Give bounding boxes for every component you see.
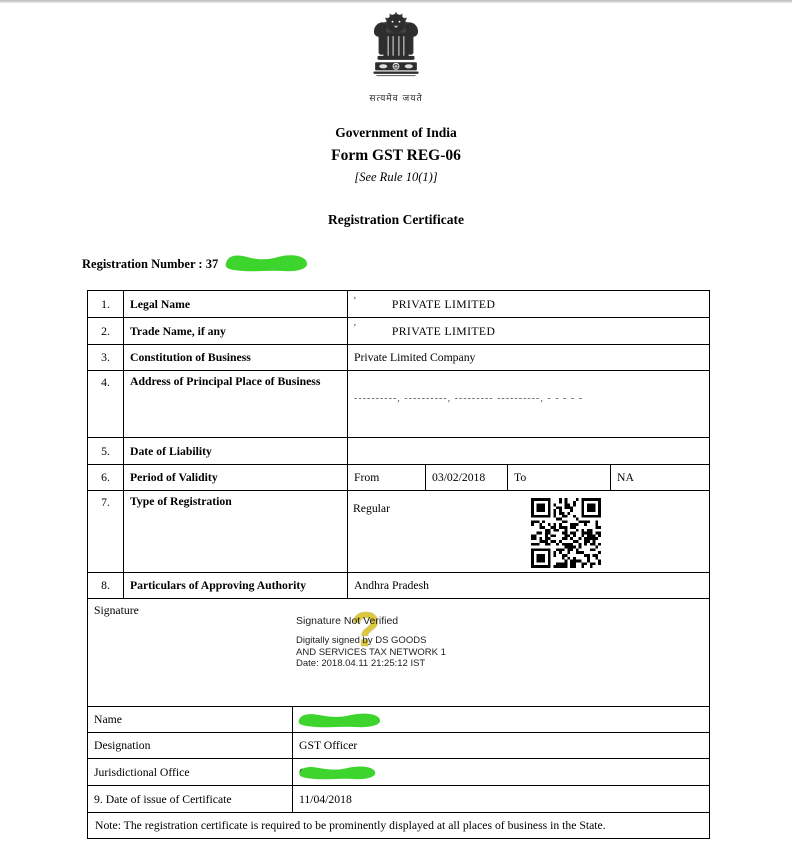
table-row-jurisdictional-office	[88, 759, 709, 786]
date-of-issue-value: 11/04/2018	[299, 792, 352, 806]
row-number: 1.	[88, 291, 124, 317]
green-redaction-officer-name	[295, 710, 383, 730]
row-number: 6.	[88, 465, 124, 490]
note-text: Note: The registration certificate is required to be prominently displayed at all places of business in the State.	[95, 819, 606, 832]
row-value	[348, 318, 709, 344]
row-label: 9. Date of issue of Certificate	[88, 786, 293, 812]
row-value	[348, 291, 709, 317]
row-label: Particulars of Approving Authority	[124, 573, 348, 598]
row-number: 5.	[88, 438, 124, 464]
row-number: 3.	[88, 345, 124, 370]
date-of-liability-value	[348, 438, 709, 464]
row-label: Address of Principal Place of Business	[124, 371, 348, 437]
table-row-approving-authority	[88, 573, 709, 599]
validity-to-value: NA	[617, 471, 634, 484]
row-label: Legal Name	[124, 291, 348, 317]
registration-type-value: Regular	[353, 502, 390, 515]
row-value	[293, 759, 709, 785]
table-row-date-of-liability	[88, 438, 709, 465]
table-row-address	[88, 371, 709, 438]
table-row-period-of-validity	[88, 465, 709, 491]
approving-authority-value: Andhra Pradesh	[354, 579, 429, 592]
legal-name-value: PRIVATE LIMITED	[391, 297, 496, 311]
erased-text-artifact: '	[354, 323, 356, 334]
row-number: 7.	[88, 491, 124, 572]
row-label: Period of Validity	[124, 465, 348, 490]
heading-see-rule: [See Rule 10(1)]	[354, 170, 438, 184]
row-value	[348, 371, 709, 437]
table-row-officer-name	[88, 707, 709, 733]
certificate-table	[87, 290, 710, 839]
signature-not-verified-text: Signature Not Verified	[296, 615, 399, 627]
row-label: Designation	[88, 733, 293, 758]
erased-text-artifact: '	[354, 296, 356, 307]
row-label: Type of Registration	[124, 491, 348, 572]
constitution-value: Private Limited Company	[354, 351, 476, 364]
signature-label: Signature	[94, 604, 139, 617]
table-row-constitution	[88, 345, 709, 371]
heading-registration-certificate: Registration Certificate	[327, 212, 465, 227]
signature-signed-by-line1: Digitally signed by DS GOODS	[296, 635, 427, 646]
table-row-trade-name	[88, 318, 709, 345]
erased-address-redaction: ----------, ----------, --------- ----------, - - - - -	[354, 393, 584, 404]
validity-from-label: From	[348, 465, 426, 490]
signature-warning-question-mark-icon: ?	[351, 604, 381, 657]
registration-number-line	[82, 257, 218, 272]
emblem-of-india	[0, 8, 792, 104]
row-number: 8.	[88, 573, 124, 598]
registration-number-text: Registration Number : 37	[82, 257, 219, 271]
row-label: Date of Liability	[124, 438, 348, 464]
row-label: Name	[88, 707, 293, 732]
row-value	[348, 491, 709, 572]
signature-signed-by-line2: AND SERVICES TAX NETWORK 1	[296, 646, 446, 658]
table-row-type-of-registration	[88, 491, 709, 573]
green-redaction-registration-number	[222, 249, 310, 275]
heading-form-gst-reg-06: Form GST REG-06	[331, 147, 461, 164]
page-top-border	[0, 0, 792, 3]
table-row-date-of-issue	[88, 786, 709, 813]
row-number: 4.	[88, 371, 124, 437]
green-redaction-jurisdictional-office	[296, 762, 378, 783]
table-row-designation	[88, 733, 709, 759]
heading-government-of-india: Government of India	[335, 125, 457, 140]
row-value	[293, 707, 709, 732]
designation-value: GST Officer	[299, 739, 358, 752]
row-label: Constitution of Business	[124, 345, 348, 370]
validity-subrow	[348, 465, 709, 490]
row-number: 2.	[88, 318, 124, 344]
emblem-motto: सत्यमेव जयते	[369, 94, 423, 104]
table-row-legal-name	[88, 291, 709, 318]
signature-date-line: Date: 2018.04.11 21:25:12 IST	[296, 658, 426, 669]
trade-name-value: PRIVATE LIMITED	[391, 324, 496, 338]
table-row-signature	[88, 599, 709, 707]
table-row-note	[88, 813, 709, 838]
validity-to-label: To	[508, 465, 611, 490]
row-label: Jurisdictional Office	[88, 759, 293, 785]
validity-from-value: 03/02/2018	[426, 465, 508, 490]
row-label: Trade Name, if any	[124, 318, 348, 344]
digital-signature-block	[296, 604, 526, 670]
qr-code	[531, 498, 601, 568]
ashoka-lion-capital-icon	[367, 8, 425, 84]
